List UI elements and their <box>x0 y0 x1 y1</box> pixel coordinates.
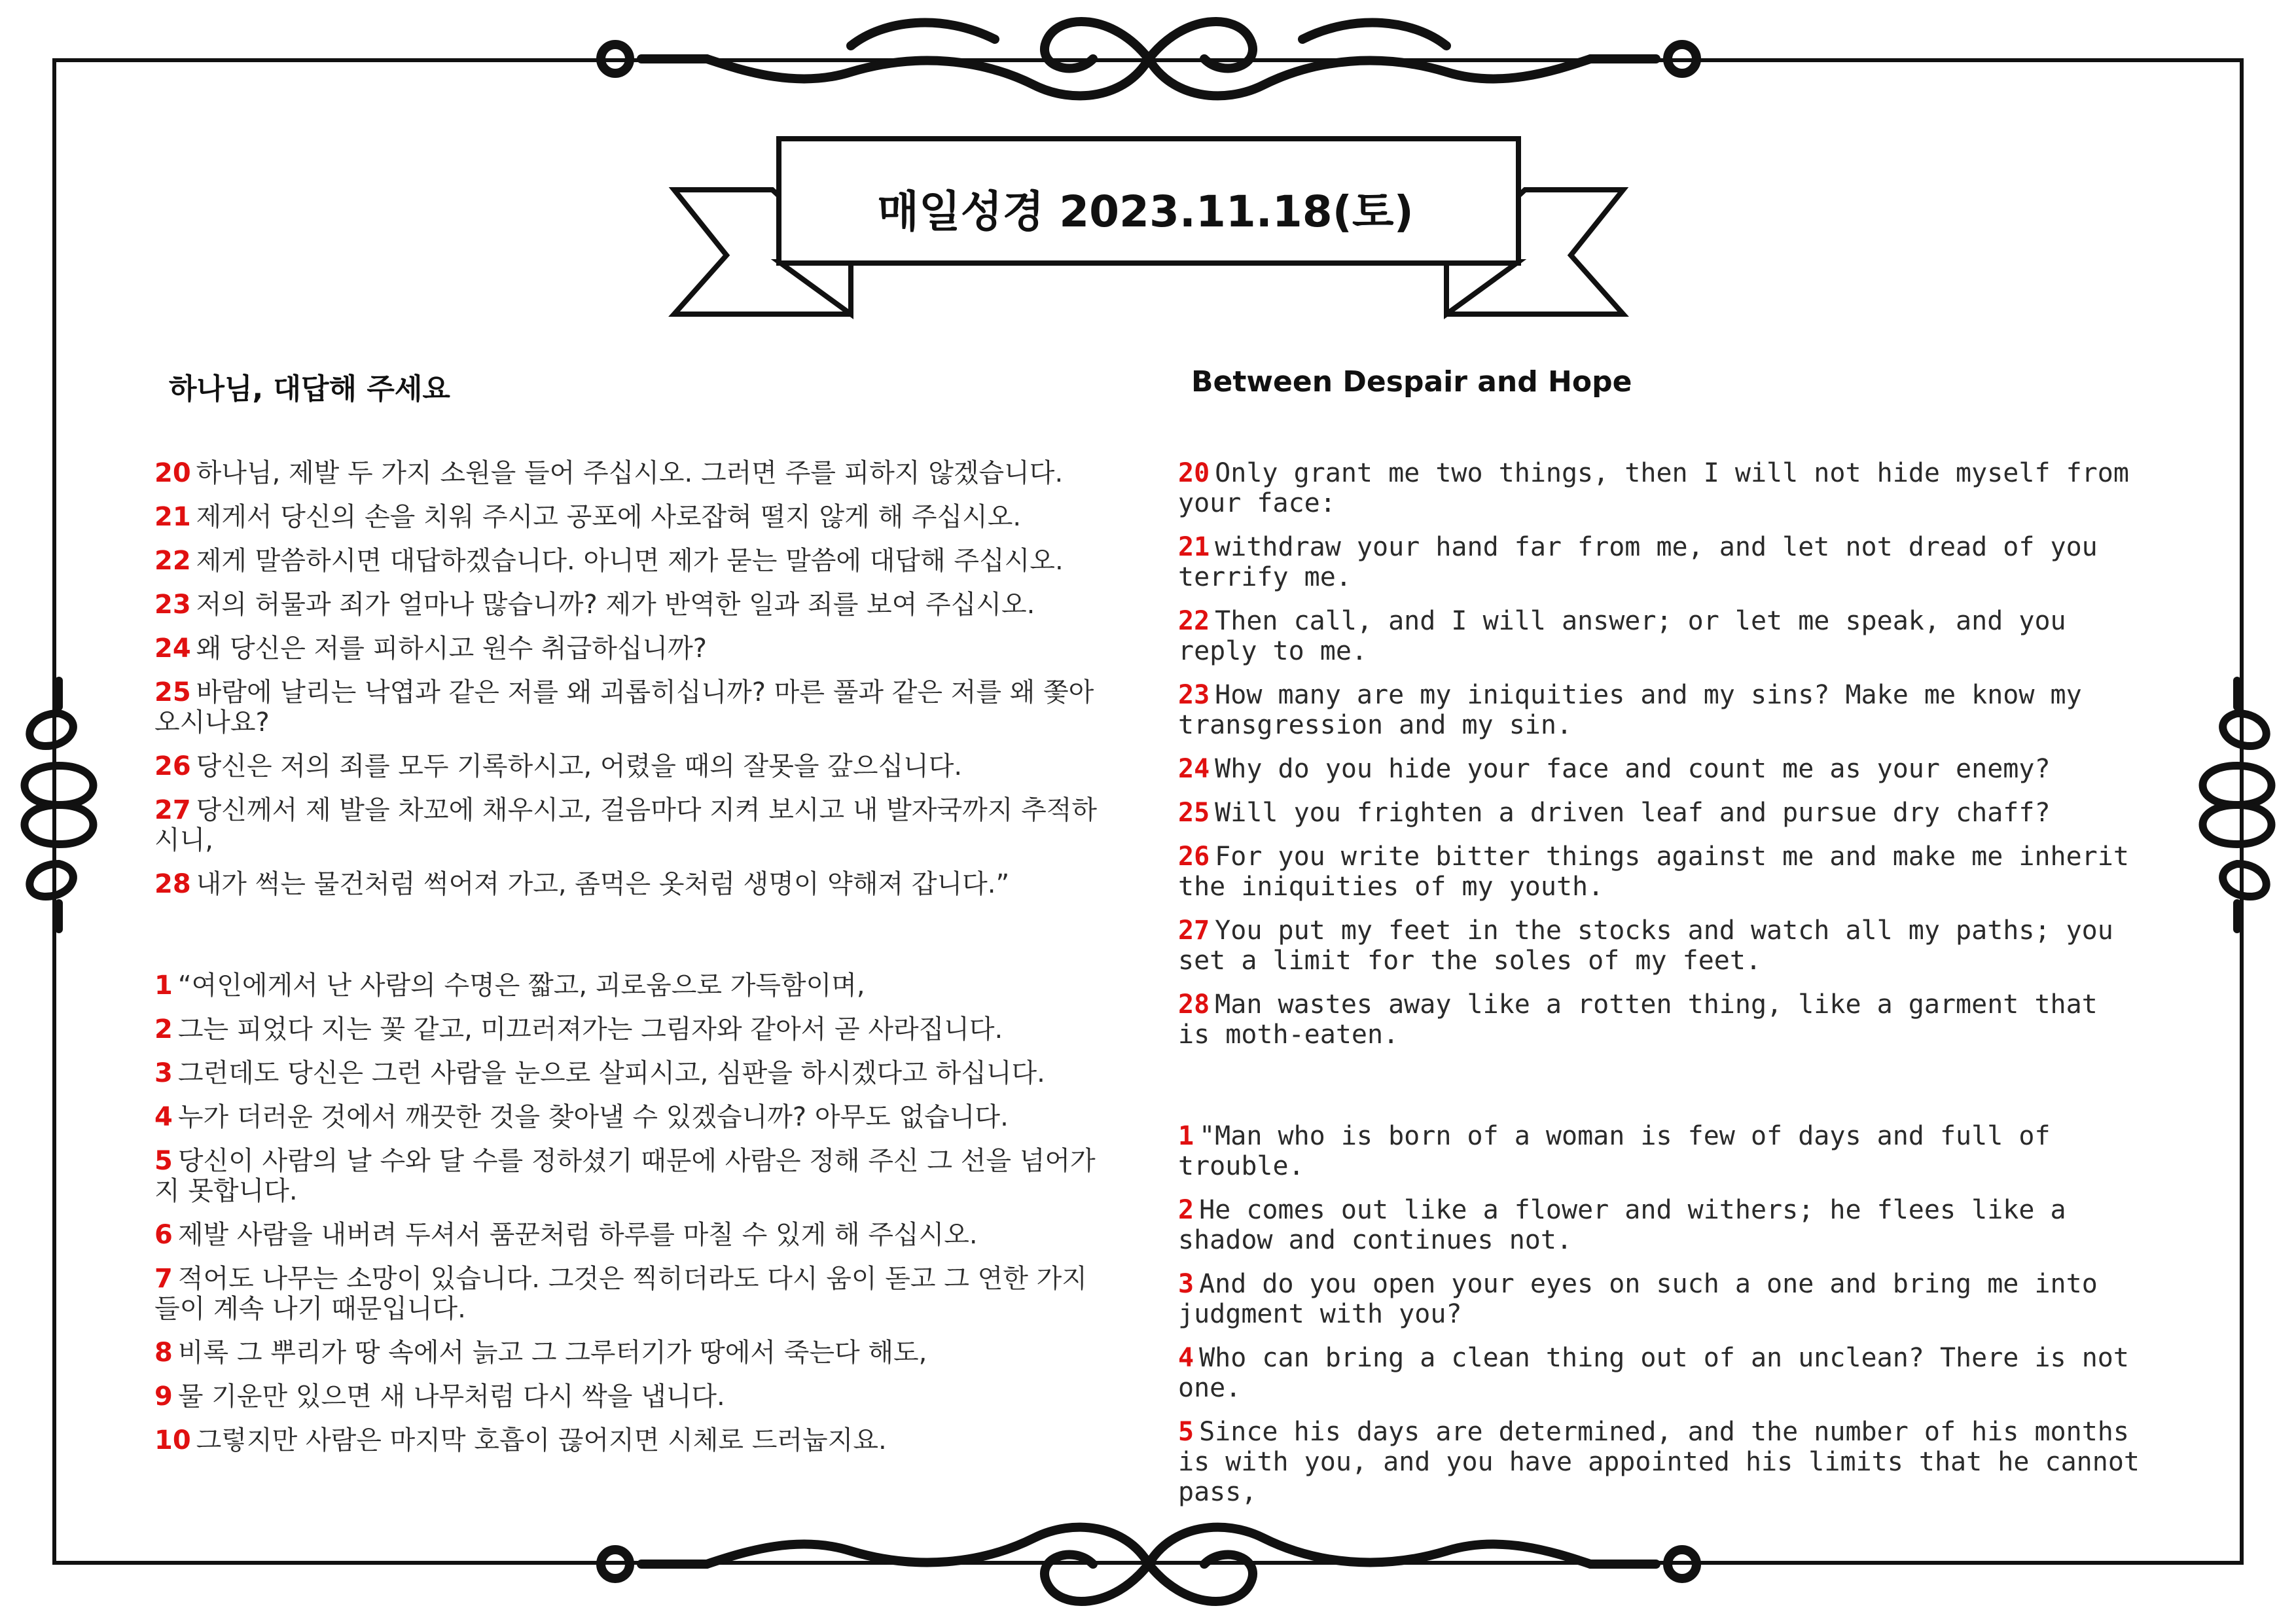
verse <box>1178 1121 2140 1181</box>
verse-text: "Man who is born of a woman is few of days and full of trouble. <box>1178 1121 2051 1181</box>
verse-number: 27 <box>154 795 191 825</box>
verse-number: 22 <box>154 546 191 576</box>
verse <box>154 971 1110 1001</box>
verse-number: 28 <box>154 869 191 899</box>
verse-text: 내가 썩는 물건처럼 썩어져 가고, 좀먹은 옷처럼 생명이 약해져 갑니다.” <box>196 869 1010 899</box>
korean-verses-ch14 <box>154 971 1110 1455</box>
verse <box>154 677 1110 738</box>
verse-text: For you write bitter things against me and make me inherit the iniquities of my youth. <box>1178 842 2129 902</box>
verse-text: Will you frighten a driven leaf and pursue dry chaff? <box>1215 798 2051 828</box>
verse <box>154 795 1110 855</box>
verse-number: 24 <box>154 633 191 664</box>
verse-number: 21 <box>1178 532 1210 562</box>
verse-text: How many are my iniquities and my sins? Make me know my transgression and my sin. <box>1178 680 2082 740</box>
korean-verses-ch13 <box>154 458 1110 899</box>
verse-text: 바람에 날리는 낙엽과 같은 저를 왜 괴롭히십니까? 마른 풀과 같은 저를 왜 쫓아오시나요? <box>154 677 1094 738</box>
verse-number: 10 <box>154 1425 191 1455</box>
verse-text: 왜 당신은 저를 피하시고 원수 취급하십니까? <box>196 633 707 664</box>
verse-number: 3 <box>1178 1269 1194 1299</box>
english-heading: Between Despair and Hope <box>1191 365 1632 399</box>
verse-text: Man wastes away like a rotten thing, like a garment that is moth-eaten. <box>1178 990 2098 1050</box>
verse <box>1178 1269 2140 1329</box>
verse-number: 20 <box>1178 458 1210 488</box>
verse-text: Who can bring a clean thing out of an unclean? There is not one. <box>1178 1343 2129 1403</box>
verse <box>1178 842 2140 902</box>
verse-text: Only grant me two things, then I will not hide myself from your face: <box>1178 458 2129 518</box>
korean-heading: 하나님, 대답해 주세요 <box>169 372 450 406</box>
verse-text: 적어도 나무는 소망이 있습니다. 그것은 찍히더라도 다시 움이 돋고 그 연한 가지들이 계속 나기 때문입니다. <box>154 1264 1087 1324</box>
verse <box>1178 458 2140 518</box>
verse-text: 그는 피었다 지는 꽃 같고, 미끄러져가는 그림자와 같아서 곧 사라집니다. <box>177 1014 1003 1044</box>
verse-text: And do you open your eyes on such a one and bring me into judgment with you? <box>1178 1269 2098 1329</box>
verse-number: 8 <box>154 1338 173 1368</box>
verse <box>154 458 1110 488</box>
verse-number: 25 <box>154 677 191 707</box>
verse-text: Since his days are determined, and the number of his months is with you, and you have appointed his limits that he cannot pass, <box>1178 1417 2140 1507</box>
verse <box>1178 1417 2140 1507</box>
verse <box>154 1338 1110 1368</box>
bottom-ornament <box>576 1505 1721 1623</box>
verse-number: 26 <box>154 751 191 781</box>
verse-text: 그렇지만 사람은 마지막 호흡이 끊어지면 시체로 드러눕지요. <box>196 1425 887 1455</box>
verse-number: 4 <box>1178 1343 1194 1373</box>
korean-column <box>154 458 1110 1469</box>
verse-text: 당신은 저의 죄를 모두 기록하시고, 어렸을 때의 잘못을 갚으십니다. <box>196 751 963 781</box>
english-verses-ch14 <box>1178 1121 2140 1507</box>
verse <box>154 751 1110 781</box>
verse <box>154 1425 1110 1455</box>
verse-text: 제게 말씀하시면 대답하겠습니다. 아니면 제가 묻는 말씀에 대답해 주십시오. <box>196 546 1064 576</box>
verse-number: 1 <box>1178 1121 1194 1151</box>
verse-number: 2 <box>154 1014 173 1044</box>
verse-number: 3 <box>154 1058 173 1088</box>
verse <box>1178 1343 2140 1403</box>
verse <box>154 1220 1110 1250</box>
verse-number: 6 <box>154 1220 173 1250</box>
right-ornament <box>2185 668 2289 942</box>
verse <box>1178 990 2140 1050</box>
verse <box>1178 606 2140 666</box>
verse-text: 하나님, 제발 두 가지 소원을 들어 주십시오. 그러면 주를 피하지 않겠습니다. <box>196 458 1064 488</box>
verse <box>1178 754 2140 784</box>
title-banner <box>0 0 2296 327</box>
left-ornament <box>7 668 111 942</box>
verse <box>154 633 1110 664</box>
verse-number: 2 <box>1178 1195 1194 1225</box>
verse <box>154 590 1110 620</box>
verse-number: 5 <box>154 1146 173 1176</box>
verse-text: 그런데도 당신은 그런 사람을 눈으로 살피시고, 심판을 하시겠다고 하십니다. <box>177 1058 1045 1088</box>
verse <box>154 1146 1110 1206</box>
verse-number: 9 <box>154 1382 173 1412</box>
verse-number: 25 <box>1178 798 1210 828</box>
verse-text: “여인에게서 난 사람의 수명은 짧고, 괴로움으로 가득함이며, <box>177 971 865 1001</box>
verse-number: 26 <box>1178 842 1210 872</box>
verse-number: 27 <box>1178 916 1210 946</box>
verse-number: 20 <box>154 458 191 488</box>
verse-number: 23 <box>154 590 191 620</box>
verse-number: 24 <box>1178 754 1210 784</box>
verse-number: 22 <box>1178 606 1210 636</box>
verse-text: Then call, and I will answer; or let me speak, and you reply to me. <box>1178 606 2066 666</box>
verse-number: 1 <box>154 971 173 1001</box>
verse-text: withdraw your hand far from me, and let not dread of you terrify me. <box>1178 532 2098 592</box>
verse <box>154 1264 1110 1324</box>
verse-text: 당신께서 제 발을 차꼬에 채우시고, 걸음마다 지켜 보시고 내 발자국까지 추적하시니, <box>154 795 1098 855</box>
verse <box>1178 1195 2140 1255</box>
verse-text: 누가 더러운 것에서 깨끗한 것을 찾아낼 수 있겠습니까? 아무도 없습니다. <box>177 1102 1009 1132</box>
verse <box>154 1014 1110 1044</box>
verse-number: 28 <box>1178 990 1210 1020</box>
verse-text: 물 기운만 있으면 새 나무처럼 다시 싹을 냅니다. <box>177 1382 725 1412</box>
verse-text: 제게서 당신의 손을 치워 주시고 공포에 사로잡혀 떨지 않게 해 주십시오. <box>196 502 1022 532</box>
verse <box>154 1058 1110 1088</box>
verse-text: 비록 그 뿌리가 땅 속에서 늙고 그 그루터기가 땅에서 죽는다 해도, <box>177 1338 927 1368</box>
verse <box>154 1102 1110 1132</box>
verse <box>154 1382 1110 1412</box>
verse-text: 저의 허물과 죄가 얼마나 많습니까? 제가 반역한 일과 죄를 보여 주십시오. <box>196 590 1035 620</box>
verse <box>154 502 1110 532</box>
verse-number: 23 <box>1178 680 1210 710</box>
verse <box>154 546 1110 576</box>
verse-number: 21 <box>154 502 191 532</box>
verse <box>1178 798 2140 828</box>
verse <box>1178 680 2140 740</box>
verse-text: You put my feet in the stocks and watch all my paths; you set a limit for the soles of my feet. <box>1178 916 2113 976</box>
verse-text: Why do you hide your face and count me as your enemy? <box>1215 754 2051 784</box>
verse <box>154 869 1110 899</box>
verse-number: 7 <box>154 1264 173 1294</box>
verse <box>1178 532 2140 592</box>
verse-number: 5 <box>1178 1417 1194 1447</box>
verse-text: 당신이 사람의 날 수와 달 수를 정하셨기 때문에 사람은 정해 주신 그 선을 넘어가지 못합니다. <box>154 1146 1096 1206</box>
english-column <box>1178 458 2140 1521</box>
verse <box>1178 916 2140 976</box>
english-verses-ch13 <box>1178 458 2140 1050</box>
verse-text: He comes out like a flower and withers; he flees like a shadow and continues not. <box>1178 1195 2066 1255</box>
page-title: 매일성경 2023.11.18(토) <box>877 186 1414 237</box>
verse-text: 제발 사람을 내버려 두셔서 품꾼처럼 하루를 마칠 수 있게 해 주십시오. <box>177 1220 978 1250</box>
verse-number: 4 <box>154 1102 173 1132</box>
